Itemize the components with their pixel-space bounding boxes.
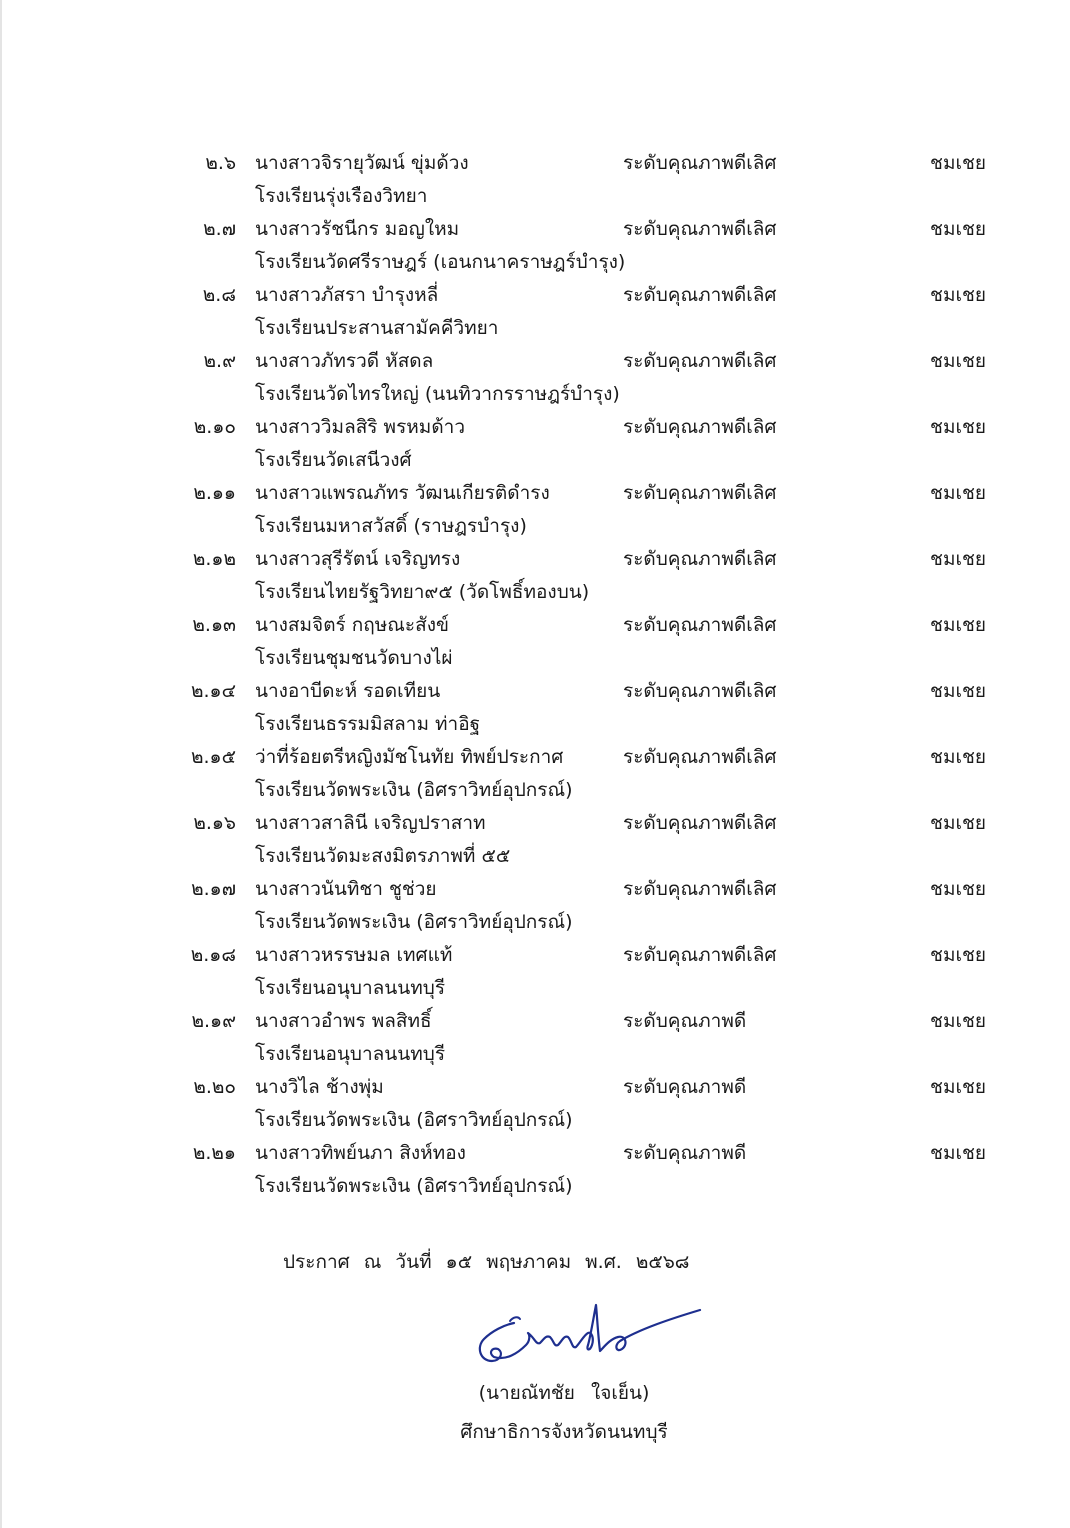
entry-row — [0, 147, 1070, 213]
signature-stroke — [480, 1305, 700, 1361]
entry-school: โรงเรียนรุ่งเรืองวิทยา — [255, 185, 428, 207]
entry-name: นางสาวแพรณภัทร วัฒนเกียรติดำรง — [255, 482, 550, 504]
entry-row — [0, 543, 1070, 609]
entry-award: ชมเชย — [930, 482, 986, 504]
entry-school: โรงเรียนอนุบาลนนทบุรี — [255, 977, 446, 999]
entry-name: นางอาบีดะห์ รอดเทียน — [255, 680, 441, 702]
entry-number: ๒.๖ — [205, 152, 236, 174]
entry-number: ๒.๑๔ — [190, 680, 236, 702]
entry-school: โรงเรียนวัดศรีราษฎร์ (เอนกนาคราษฎร์บำรุง) — [255, 251, 626, 273]
entry-level: ระดับคุณภาพดีเลิศ — [623, 680, 777, 702]
entry-name: ว่าที่ร้อยตรีหญิงมัชโนทัย ทิพย์ประกาศ — [255, 746, 564, 768]
entry-award: ชมเชย — [930, 878, 986, 900]
entry-name: นางสาวทิพย์นภา สิงห์ทอง — [255, 1142, 466, 1164]
entry-row — [0, 609, 1070, 675]
entry-name: นางสาวนันทิชา ชูช่วย — [255, 878, 437, 900]
entry-award: ชมเชย — [930, 812, 986, 834]
entry-level: ระดับคุณภาพดีเลิศ — [623, 548, 777, 570]
entry-school: โรงเรียนวัดมะสงมิตรภาพที่ ๕๕ — [255, 845, 511, 867]
entry-level: ระดับคุณภาพดีเลิศ — [623, 482, 777, 504]
entry-award: ชมเชย — [930, 944, 986, 966]
entry-number: ๒.๒๐ — [193, 1076, 236, 1098]
entry-row — [0, 1071, 1070, 1137]
entry-row — [0, 675, 1070, 741]
entry-school: โรงเรียนไทยรัฐวิทยา๙๕ (วัดโพธิ์ทองบน) — [255, 581, 590, 603]
entry-name: นางสมจิตร์ กฤษณะสังข์ — [255, 614, 449, 636]
entry-row — [0, 279, 1070, 345]
entry-name: นางสาวสาลินี เจริญปราสาท — [255, 812, 486, 834]
entry-name: นางวิไล ช้างพุ่ม — [255, 1076, 384, 1098]
award-list — [0, 147, 1070, 1203]
entry-name: นางสาวหรรษมล เทศแท้ — [255, 944, 453, 966]
entry-award: ชมเชย — [930, 1010, 986, 1032]
entry-number: ๒.๑๑ — [193, 482, 236, 504]
entry-number: ๒.๒๑ — [192, 1142, 236, 1164]
entry-number: ๒.๑๐ — [193, 416, 236, 438]
entry-row — [0, 873, 1070, 939]
entry-award: ชมเชย — [930, 218, 986, 240]
entry-level: ระดับคุณภาพดีเลิศ — [623, 152, 777, 174]
entry-school: โรงเรียนวัดพระเงิน (อิศราวิทย์อุปกรณ์) — [255, 1175, 573, 1197]
entry-name: นางสาวรัชนีกร มอญใหม — [255, 218, 460, 240]
entry-row — [0, 213, 1070, 279]
entry-name: นางสาววิมลสิริ พรหมด้าว — [255, 416, 466, 438]
entry-row — [0, 741, 1070, 807]
entry-number: ๒.๘ — [202, 284, 236, 306]
entry-level: ระดับคุณภาพดีเลิศ — [623, 944, 777, 966]
entry-level: ระดับคุณภาพดีเลิศ — [623, 218, 777, 240]
entry-award: ชมเชย — [930, 746, 986, 768]
entry-level: ระดับคุณภาพดี — [623, 1010, 747, 1032]
entry-row — [0, 939, 1070, 1005]
entry-school: โรงเรียนธรรมมิสลาม ท่าอิฐ — [255, 713, 481, 735]
entry-level: ระดับคุณภาพดีเลิศ — [623, 812, 777, 834]
entry-name: นางสาวจิรายุวัฒน์ ขุ่มด้วง — [255, 152, 469, 174]
entry-award: ชมเชย — [930, 1142, 986, 1164]
entry-row — [0, 411, 1070, 477]
entry-school: โรงเรียนมหาสวัสดิ์ (ราษฎรบำรุง) — [255, 515, 527, 537]
entry-number: ๒.๗ — [203, 218, 236, 240]
entry-number: ๒.๑๓ — [192, 614, 236, 636]
signer-title: ศึกษาธิการจังหวัดนนทบุรี — [460, 1421, 668, 1443]
entry-level: ระดับคุณภาพดีเลิศ — [623, 746, 777, 768]
entry-name: นางสาวภัทรวดี หัสดล — [255, 350, 434, 372]
entry-award: ชมเชย — [930, 1076, 986, 1098]
entry-school: โรงเรียนวัดพระเงิน (อิศราวิทย์อุปกรณ์) — [255, 911, 573, 933]
entry-row — [0, 1005, 1070, 1071]
entry-award: ชมเชย — [930, 284, 986, 306]
entry-level: ระดับคุณภาพดีเลิศ — [623, 416, 777, 438]
signature-hook — [510, 1317, 520, 1321]
entry-level: ระดับคุณภาพดี — [623, 1142, 747, 1164]
entry-award: ชมเชย — [930, 152, 986, 174]
entry-school: โรงเรียนประสานสามัคคีวิทยา — [255, 317, 499, 339]
entry-school: โรงเรียนวัดไทรใหญ่ (นนทิวากรราษฎร์บำรุง) — [255, 383, 620, 405]
entry-level: ระดับคุณภาพดีเลิศ — [623, 878, 777, 900]
entry-name: นางสาวสุรีรัตน์ เจริญทรง — [255, 548, 461, 570]
entry-number: ๒.๑๖ — [193, 812, 236, 834]
entry-level: ระดับคุณภาพดี — [623, 1076, 747, 1098]
entry-name: นางสาวอำพร พลสิทธิ์ — [255, 1010, 432, 1032]
entry-name: นางสาวภัสรา บำรุงหลี่ — [255, 284, 439, 306]
entry-row — [0, 477, 1070, 543]
entry-school: โรงเรียนวัดพระเงิน (อิศราวิทย์อุปกรณ์) — [255, 779, 573, 801]
entry-award: ชมเชย — [930, 680, 986, 702]
entry-school: โรงเรียนวัดเสนีวงศ์ — [255, 449, 412, 471]
entry-row — [0, 345, 1070, 411]
signature — [470, 1295, 710, 1380]
entry-number: ๒.๑๘ — [190, 944, 236, 966]
entry-school: โรงเรียนวัดพระเงิน (อิศราวิทย์อุปกรณ์) — [255, 1109, 573, 1131]
entry-number: ๒.๑๗ — [191, 878, 236, 900]
entry-school: โรงเรียนชุมชนวัดบางไผ่ — [255, 647, 453, 669]
entry-number: ๒.๙ — [203, 350, 236, 372]
entry-level: ระดับคุณภาพดีเลิศ — [623, 350, 777, 372]
entry-row — [0, 807, 1070, 873]
entry-award: ชมเชย — [930, 416, 986, 438]
entry-number: ๒.๑๙ — [191, 1010, 236, 1032]
entry-number: ๒.๑๕ — [190, 746, 236, 768]
entry-level: ระดับคุณภาพดีเลิศ — [623, 284, 777, 306]
announcement-date: ประกาศ ณ วันที่ ๑๕ พฤษภาคม พ.ศ. ๒๕๖๘ — [283, 1251, 690, 1273]
entry-award: ชมเชย — [930, 548, 986, 570]
entry-award: ชมเชย — [930, 614, 986, 636]
entry-row — [0, 1137, 1070, 1203]
entry-level: ระดับคุณภาพดีเลิศ — [623, 614, 777, 636]
signer-name: (นายณัทชัย ใจเย็น) — [478, 1382, 650, 1404]
entry-number: ๒.๑๒ — [192, 548, 236, 570]
entry-award: ชมเชย — [930, 350, 986, 372]
entry-school: โรงเรียนอนุบาลนนทบุรี — [255, 1043, 446, 1065]
